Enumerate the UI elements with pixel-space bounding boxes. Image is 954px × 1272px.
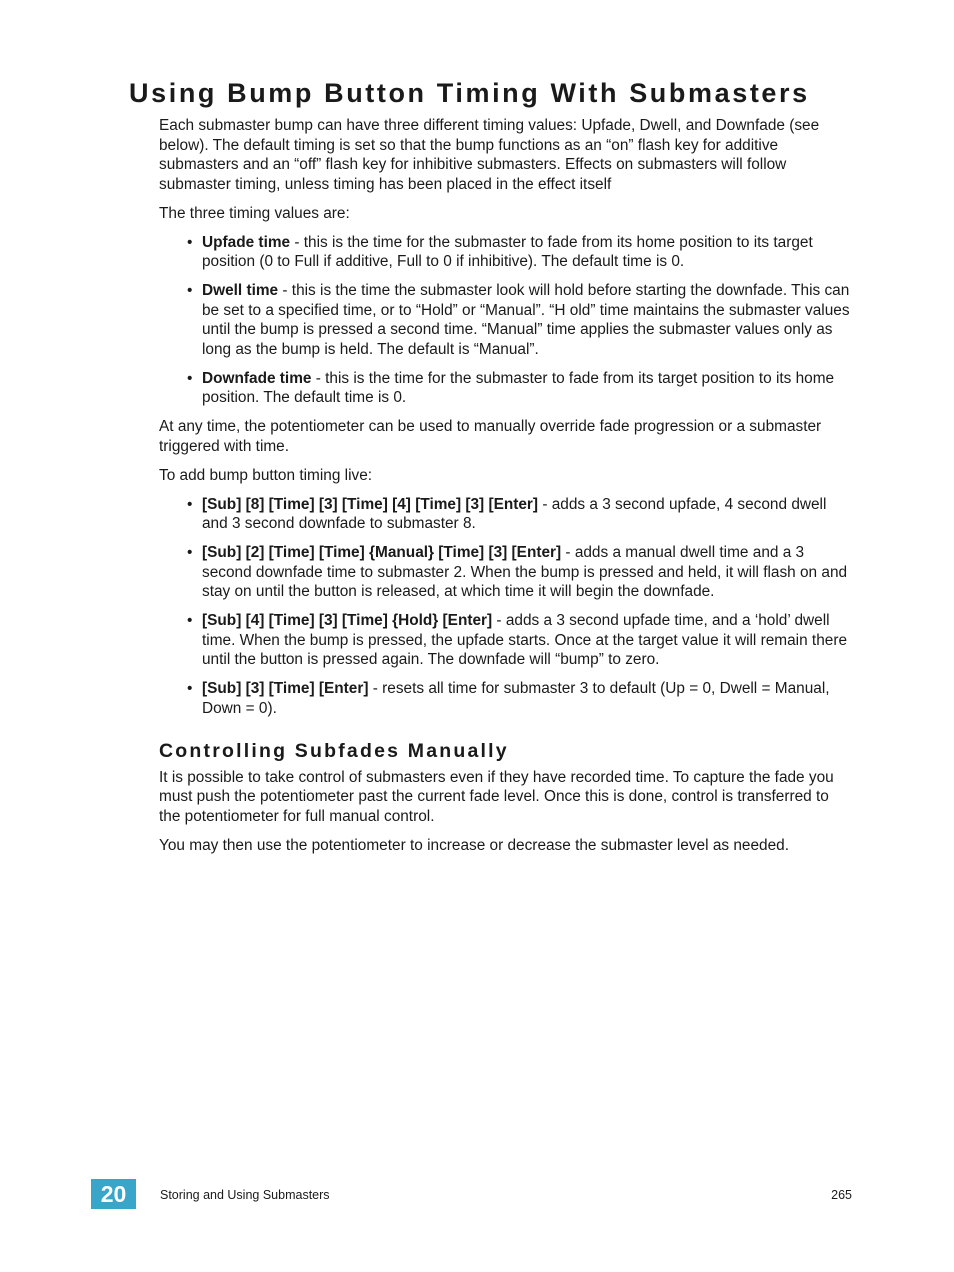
- example-description: - adds a 3 second upfade time, and a ‘hold’ dwell time. When the bump is pressed, the upfade starts. Once at the target value it will remain there until the button is pressed again. The downfade will “bump” to zero.: [202, 612, 848, 668]
- list-item-downfade-time: [159, 369, 853, 408]
- section-heading: Controlling Subfades Manually: [159, 740, 509, 762]
- list-item-example-sub-2: [159, 543, 853, 602]
- live-examples-list: [159, 495, 853, 719]
- list-item-example-sub-3: [159, 679, 853, 718]
- bullet-icon: •: [187, 495, 193, 513]
- term-label: Upfade time: [202, 233, 291, 251]
- chapter-number-badge: 20: [91, 1179, 136, 1209]
- bullet-icon: •: [187, 680, 193, 697]
- bullet-icon: •: [187, 544, 193, 561]
- section-paragraph: You may then use the potentiometer to increase or decrease the submaster level as needed.: [159, 836, 789, 854]
- example-description: - adds a 3 second upfade, 4 second dwell and 3 second downfade to submaster 8.: [202, 495, 827, 532]
- term-description: - this is the time the submaster look will hold before starting the downfade. This can be set to a specified time, or to “Hold” or “Manual”. “H old” time maintains the submaster values until the bump is pressed a second time. “Manual” time applies the submaster values only as long as the bump is held. The default is “Manual”.: [202, 282, 850, 358]
- page-title: Using Bump Button Timing With Submasters: [129, 78, 810, 108]
- override-paragraph: At any time, the potentiometer can be used to manually override fade progression or a submaster triggered with time.: [159, 418, 822, 455]
- term-label: Dwell time: [202, 282, 279, 299]
- timing-values-intro: The three timing values are:: [159, 204, 350, 222]
- bullet-icon: •: [187, 369, 193, 387]
- bullet-icon: •: [187, 282, 193, 299]
- bullet-icon: •: [187, 233, 193, 251]
- key-sequence: [Sub] [2] [Time] [Time] {Manual} [Time] [3] [Enter]: [202, 544, 562, 561]
- example-description: - resets all time for submaster 3 to default (Up = 0, Dwell = Manual, Down = 0).: [202, 680, 830, 717]
- list-item-example-sub-4: [159, 611, 853, 670]
- intro-paragraph: Each submaster bump can have three different timing values: Upfade, Dwell, and Downfade (see below). The default timing is set so that the bump functions as an “on” flash key for additive submasters and an “off” flash key for inhibitive submasters. Effects on submasters will follow submaster timing, unless timing has been placed in the effect itself: [159, 117, 820, 193]
- timing-values-list: [159, 233, 853, 408]
- bullet-icon: •: [187, 612, 193, 629]
- list-item-upfade-time: [159, 233, 853, 272]
- section-paragraph: It is possible to take control of submasters even if they have recorded time. To capture the fade you must push the potentiometer past the current fade level. Once this is done, control is transferred to the potentiometer for full manual control.: [159, 768, 834, 825]
- list-item-dwell-time: [159, 281, 853, 359]
- key-sequence: [Sub] [4] [Time] [3] [Time] {Hold} [Enter]: [202, 612, 493, 629]
- page-number: 265: [831, 1188, 852, 1202]
- term-label: Downfade time: [202, 369, 312, 387]
- term-description: - this is the time for the submaster to fade from its target position to its home position. The default time is 0.: [202, 369, 835, 406]
- key-sequence: [Sub] [3] [Time] [Enter]: [202, 680, 369, 697]
- list-item-example-sub-8: [159, 495, 853, 534]
- page-content: [159, 116, 853, 865]
- key-sequence: [Sub] [8] [Time] [3] [Time] [4] [Time] [3] [Enter]: [202, 495, 539, 513]
- footer-chapter-title: Storing and Using Submasters: [160, 1188, 330, 1202]
- term-description: - this is the time for the submaster to fade from its home position to its target position (0 to Full if additive, Full to 0 if inhibitive). The default time is 0.: [202, 233, 813, 270]
- live-timing-intro: To add bump button timing live:: [159, 466, 373, 484]
- example-description: - adds a manual dwell time and a 3 second downfade time to submaster 2. When the bump is pressed and held, it will flash on and stay on until the button is released, at which time it will begin the downfade.: [202, 544, 848, 600]
